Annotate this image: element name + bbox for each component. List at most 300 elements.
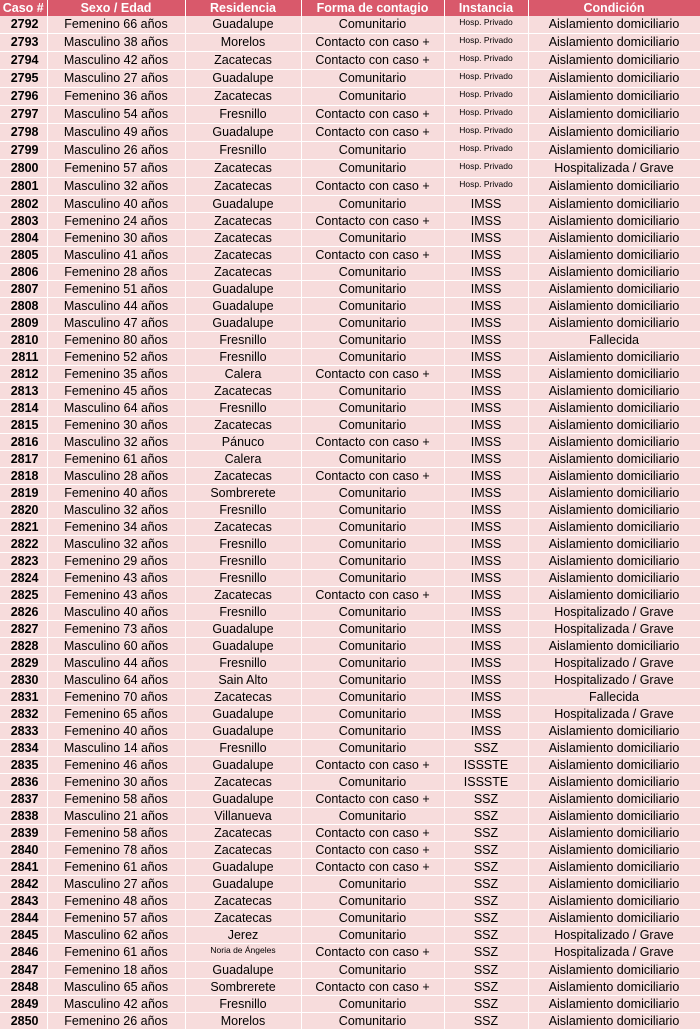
sex-age-cell: Masculino 60 años (47, 638, 185, 655)
case-number-cell: 2840 (0, 842, 47, 859)
contagion-form-cell: Contacto con caso + (301, 247, 444, 264)
sex-age-cell: Masculino 64 años (47, 672, 185, 689)
table-row (0, 536, 700, 553)
condition-cell: Hospitalizada / Grave (528, 621, 700, 638)
instance-cell: SSZ (444, 842, 528, 859)
condition-cell: Aislamiento domiciliario (528, 106, 700, 124)
table-row (0, 842, 700, 859)
case-number-cell: 2828 (0, 638, 47, 655)
sex-age-cell: Femenino 45 años (47, 383, 185, 400)
contagion-form-cell: Comunitario (301, 723, 444, 740)
table-row (0, 383, 700, 400)
table-row (0, 16, 700, 34)
condition-cell: Aislamiento domiciliario (528, 434, 700, 451)
instance-cell: IMSS (444, 247, 528, 264)
table-row (0, 655, 700, 672)
residence-cell: Calera (185, 451, 301, 468)
contagion-form-cell: Comunitario (301, 451, 444, 468)
contagion-form-cell: Comunitario (301, 160, 444, 178)
residence-cell: Zacatecas (185, 264, 301, 281)
instance-cell: IMSS (444, 298, 528, 315)
contagion-form-cell: Contacto con caso + (301, 178, 444, 196)
sex-age-cell: Masculino 32 años (47, 434, 185, 451)
sex-age-cell: Masculino 41 años (47, 247, 185, 264)
case-number-cell: 2827 (0, 621, 47, 638)
sex-age-cell: Femenino 51 años (47, 281, 185, 298)
condition-cell: Aislamiento domiciliario (528, 315, 700, 332)
instance-cell: IMSS (444, 638, 528, 655)
residence-cell: Guadalupe (185, 621, 301, 638)
sex-age-cell: Femenino 24 años (47, 213, 185, 230)
case-number-cell: 2808 (0, 298, 47, 315)
residence-cell: Fresnillo (185, 536, 301, 553)
instance-cell: IMSS (444, 332, 528, 349)
case-number-cell: 2835 (0, 757, 47, 774)
sex-age-cell: Masculino 44 años (47, 655, 185, 672)
instance-cell: IMSS (444, 196, 528, 213)
header-condition: Condición (528, 0, 700, 16)
residence-cell: Sombrerete (185, 485, 301, 502)
contagion-form-cell: Comunitario (301, 621, 444, 638)
header-instance: Instancia (444, 0, 528, 16)
case-number-cell: 2812 (0, 366, 47, 383)
residence-cell: Zacatecas (185, 383, 301, 400)
sex-age-cell: Femenino 61 años (47, 451, 185, 468)
contagion-form-cell: Comunitario (301, 927, 444, 944)
condition-cell: Aislamiento domiciliario (528, 213, 700, 230)
condition-cell: Aislamiento domiciliario (528, 910, 700, 927)
instance-cell: Hosp. Privado (444, 34, 528, 52)
contagion-form-cell: Contacto con caso + (301, 213, 444, 230)
condition-cell: Aislamiento domiciliario (528, 638, 700, 655)
table-row (0, 34, 700, 52)
case-number-cell: 2795 (0, 70, 47, 88)
header-sex-age: Sexo / Edad (47, 0, 185, 16)
case-number-cell: 2850 (0, 1013, 47, 1030)
condition-cell: Aislamiento domiciliario (528, 400, 700, 417)
contagion-form-cell: Contacto con caso + (301, 434, 444, 451)
sex-age-cell: Masculino 26 años (47, 142, 185, 160)
residence-cell: Villanueva (185, 808, 301, 825)
case-number-cell: 2794 (0, 52, 47, 70)
condition-cell: Hospitalizado / Grave (528, 672, 700, 689)
condition-cell: Fallecida (528, 332, 700, 349)
condition-cell: Aislamiento domiciliario (528, 451, 700, 468)
residence-cell: Guadalupe (185, 791, 301, 808)
residence-cell: Zacatecas (185, 587, 301, 604)
case-number-cell: 2792 (0, 16, 47, 34)
condition-cell: Aislamiento domiciliario (528, 570, 700, 587)
table-row (0, 672, 700, 689)
residence-cell: Guadalupe (185, 298, 301, 315)
residence-cell: Zacatecas (185, 160, 301, 178)
sex-age-cell: Masculino 54 años (47, 106, 185, 124)
condition-cell: Hospitalizado / Grave (528, 604, 700, 621)
contagion-form-cell: Comunitario (301, 740, 444, 757)
table-row (0, 893, 700, 910)
residence-cell: Fresnillo (185, 106, 301, 124)
contagion-form-cell: Comunitario (301, 689, 444, 706)
condition-cell: Aislamiento domiciliario (528, 979, 700, 996)
sex-age-cell: Femenino 36 años (47, 88, 185, 106)
sex-age-cell: Femenino 78 años (47, 842, 185, 859)
residence-cell: Guadalupe (185, 124, 301, 142)
table-row (0, 366, 700, 383)
table-row (0, 142, 700, 160)
case-number-cell: 2816 (0, 434, 47, 451)
sex-age-cell: Masculino 40 años (47, 196, 185, 213)
table-row (0, 689, 700, 706)
contagion-form-cell: Contacto con caso + (301, 34, 444, 52)
sex-age-cell: Femenino 34 años (47, 519, 185, 536)
header-contagion: Forma de contagio (301, 0, 444, 16)
case-number-cell: 2849 (0, 996, 47, 1013)
instance-cell: SSZ (444, 910, 528, 927)
case-number-cell: 2817 (0, 451, 47, 468)
case-number-cell: 2803 (0, 213, 47, 230)
case-number-cell: 2809 (0, 315, 47, 332)
instance-cell: IMSS (444, 213, 528, 230)
table-row (0, 434, 700, 451)
residence-cell: Zacatecas (185, 825, 301, 842)
instance-cell: Hosp. Privado (444, 70, 528, 88)
instance-cell: SSZ (444, 962, 528, 979)
case-number-cell: 2845 (0, 927, 47, 944)
condition-cell: Aislamiento domiciliario (528, 723, 700, 740)
sex-age-cell: Masculino 32 años (47, 536, 185, 553)
contagion-form-cell: Contacto con caso + (301, 52, 444, 70)
condition-cell: Aislamiento domiciliario (528, 825, 700, 842)
table-row (0, 825, 700, 842)
contagion-form-cell: Comunitario (301, 349, 444, 366)
instance-cell: IMSS (444, 519, 528, 536)
residence-cell: Guadalupe (185, 706, 301, 723)
residence-cell: Sain Alto (185, 672, 301, 689)
sex-age-cell: Femenino 28 años (47, 264, 185, 281)
table-row (0, 451, 700, 468)
table-row (0, 264, 700, 281)
case-number-cell: 2819 (0, 485, 47, 502)
condition-cell: Hospitalizada / Grave (528, 944, 700, 962)
table-row (0, 808, 700, 825)
condition-cell: Aislamiento domiciliario (528, 34, 700, 52)
residence-cell: Fresnillo (185, 553, 301, 570)
table-row (0, 944, 700, 962)
contagion-form-cell: Comunitario (301, 502, 444, 519)
table-row (0, 791, 700, 808)
contagion-form-cell: Contacto con caso + (301, 842, 444, 859)
condition-cell: Aislamiento domiciliario (528, 52, 700, 70)
instance-cell: SSZ (444, 979, 528, 996)
table-row (0, 638, 700, 655)
case-number-cell: 2797 (0, 106, 47, 124)
condition-cell: Aislamiento domiciliario (528, 536, 700, 553)
condition-cell: Aislamiento domiciliario (528, 962, 700, 979)
case-number-cell: 2815 (0, 417, 47, 434)
residence-cell: Jerez (185, 927, 301, 944)
contagion-form-cell: Comunitario (301, 808, 444, 825)
sex-age-cell: Masculino 42 años (47, 996, 185, 1013)
table-row (0, 52, 700, 70)
residence-cell: Sombrerete (185, 979, 301, 996)
instance-cell: IMSS (444, 536, 528, 553)
contagion-form-cell: Comunitario (301, 485, 444, 502)
condition-cell: Aislamiento domiciliario (528, 16, 700, 34)
sex-age-cell: Femenino 30 años (47, 417, 185, 434)
residence-cell: Fresnillo (185, 332, 301, 349)
residence-cell: Zacatecas (185, 774, 301, 791)
condition-cell: Aislamiento domiciliario (528, 502, 700, 519)
table-row (0, 723, 700, 740)
contagion-form-cell: Comunitario (301, 332, 444, 349)
contagion-form-cell: Comunitario (301, 910, 444, 927)
contagion-form-cell: Comunitario (301, 417, 444, 434)
table-row (0, 485, 700, 502)
contagion-form-cell: Comunitario (301, 400, 444, 417)
sex-age-cell: Masculino 65 años (47, 979, 185, 996)
case-number-cell: 2825 (0, 587, 47, 604)
contagion-form-cell: Contacto con caso + (301, 468, 444, 485)
residence-cell: Guadalupe (185, 859, 301, 876)
contagion-form-cell: Contacto con caso + (301, 791, 444, 808)
table-row (0, 740, 700, 757)
condition-cell: Aislamiento domiciliario (528, 124, 700, 142)
residence-cell: Zacatecas (185, 230, 301, 247)
instance-cell: Hosp. Privado (444, 160, 528, 178)
case-number-cell: 2801 (0, 178, 47, 196)
case-number-cell: 2838 (0, 808, 47, 825)
instance-cell: SSZ (444, 893, 528, 910)
condition-cell: Aislamiento domiciliario (528, 774, 700, 791)
contagion-form-cell: Contacto con caso + (301, 106, 444, 124)
contagion-form-cell: Comunitario (301, 893, 444, 910)
instance-cell: Hosp. Privado (444, 106, 528, 124)
instance-cell: IMSS (444, 383, 528, 400)
condition-cell: Aislamiento domiciliario (528, 587, 700, 604)
instance-cell: SSZ (444, 740, 528, 757)
residence-cell: Guadalupe (185, 638, 301, 655)
condition-cell: Aislamiento domiciliario (528, 876, 700, 893)
residence-cell: Fresnillo (185, 142, 301, 160)
instance-cell: SSZ (444, 808, 528, 825)
table-row (0, 553, 700, 570)
case-number-cell: 2841 (0, 859, 47, 876)
case-number-cell: 2837 (0, 791, 47, 808)
condition-cell: Aislamiento domiciliario (528, 1013, 700, 1030)
case-number-cell: 2800 (0, 160, 47, 178)
case-number-cell: 2804 (0, 230, 47, 247)
instance-cell: IMSS (444, 587, 528, 604)
sex-age-cell: Femenino 70 años (47, 689, 185, 706)
residence-cell: Zacatecas (185, 417, 301, 434)
sex-age-cell: Femenino 43 años (47, 587, 185, 604)
condition-cell: Aislamiento domiciliario (528, 281, 700, 298)
table-row (0, 400, 700, 417)
case-number-cell: 2843 (0, 893, 47, 910)
contagion-form-cell: Comunitario (301, 876, 444, 893)
contagion-form-cell: Comunitario (301, 553, 444, 570)
contagion-form-cell: Contacto con caso + (301, 587, 444, 604)
table-row (0, 604, 700, 621)
case-number-cell: 2848 (0, 979, 47, 996)
table-row (0, 178, 700, 196)
instance-cell: IMSS (444, 451, 528, 468)
table-row (0, 124, 700, 142)
sex-age-cell: Femenino 65 años (47, 706, 185, 723)
residence-cell: Guadalupe (185, 315, 301, 332)
sex-age-cell: Masculino 42 años (47, 52, 185, 70)
sex-age-cell: Masculino 38 años (47, 34, 185, 52)
case-number-cell: 2796 (0, 88, 47, 106)
contagion-form-cell: Comunitario (301, 774, 444, 791)
sex-age-cell: Femenino 46 años (47, 757, 185, 774)
instance-cell: IMSS (444, 264, 528, 281)
residence-cell: Guadalupe (185, 723, 301, 740)
instance-cell: SSZ (444, 791, 528, 808)
instance-cell: SSZ (444, 876, 528, 893)
contagion-form-cell: Comunitario (301, 230, 444, 247)
residence-cell: Morelos (185, 1013, 301, 1030)
residence-cell: Morelos (185, 34, 301, 52)
case-number-cell: 2810 (0, 332, 47, 349)
table-row (0, 213, 700, 230)
residence-cell: Fresnillo (185, 502, 301, 519)
case-number-cell: 2830 (0, 672, 47, 689)
sex-age-cell: Femenino 29 años (47, 553, 185, 570)
sex-age-cell: Masculino 14 años (47, 740, 185, 757)
contagion-form-cell: Comunitario (301, 604, 444, 621)
residence-cell: Guadalupe (185, 962, 301, 979)
contagion-form-cell: Comunitario (301, 142, 444, 160)
table-row (0, 88, 700, 106)
case-number-cell: 2806 (0, 264, 47, 281)
contagion-form-cell: Contacto con caso + (301, 757, 444, 774)
table-row (0, 519, 700, 536)
case-number-cell: 2818 (0, 468, 47, 485)
contagion-form-cell: Comunitario (301, 706, 444, 723)
instance-cell: IMSS (444, 468, 528, 485)
residence-cell: Guadalupe (185, 876, 301, 893)
sex-age-cell: Masculino 44 años (47, 298, 185, 315)
contagion-form-cell: Comunitario (301, 298, 444, 315)
table-row (0, 417, 700, 434)
case-number-cell: 2836 (0, 774, 47, 791)
table-row (0, 349, 700, 366)
table-row (0, 910, 700, 927)
table-row (0, 281, 700, 298)
case-number-cell: 2824 (0, 570, 47, 587)
condition-cell: Aislamiento domiciliario (528, 757, 700, 774)
contagion-form-cell: Contacto con caso + (301, 979, 444, 996)
residence-cell: Fresnillo (185, 996, 301, 1013)
residence-cell: Guadalupe (185, 16, 301, 34)
condition-cell: Hospitalizado / Grave (528, 927, 700, 944)
residence-cell: Zacatecas (185, 52, 301, 70)
residence-cell: Guadalupe (185, 757, 301, 774)
sex-age-cell: Femenino 57 años (47, 910, 185, 927)
condition-cell: Aislamiento domiciliario (528, 298, 700, 315)
case-number-cell: 2847 (0, 962, 47, 979)
residence-cell: Zacatecas (185, 689, 301, 706)
instance-cell: SSZ (444, 944, 528, 962)
condition-cell: Aislamiento domiciliario (528, 196, 700, 213)
contagion-form-cell: Comunitario (301, 315, 444, 332)
table-row (0, 160, 700, 178)
sex-age-cell: Femenino 57 años (47, 160, 185, 178)
contagion-form-cell: Contacto con caso + (301, 124, 444, 142)
residence-cell: Fresnillo (185, 740, 301, 757)
contagion-form-cell: Comunitario (301, 264, 444, 281)
header-residence: Residencia (185, 0, 301, 16)
case-number-cell: 2826 (0, 604, 47, 621)
residence-cell: Zacatecas (185, 893, 301, 910)
case-number-cell: 2811 (0, 349, 47, 366)
residence-cell: Calera (185, 366, 301, 383)
contagion-form-cell: Comunitario (301, 16, 444, 34)
contagion-form-cell: Comunitario (301, 638, 444, 655)
case-number-cell: 2793 (0, 34, 47, 52)
residence-cell: Guadalupe (185, 281, 301, 298)
table-row (0, 876, 700, 893)
case-number-cell: 2822 (0, 536, 47, 553)
instance-cell: Hosp. Privado (444, 52, 528, 70)
sex-age-cell: Femenino 52 años (47, 349, 185, 366)
sex-age-cell: Masculino 32 años (47, 178, 185, 196)
case-number-cell: 2834 (0, 740, 47, 757)
sex-age-cell: Femenino 80 años (47, 332, 185, 349)
instance-cell: IMSS (444, 485, 528, 502)
contagion-form-cell: Contacto con caso + (301, 825, 444, 842)
table-row (0, 247, 700, 264)
residence-cell: Zacatecas (185, 519, 301, 536)
instance-cell: Hosp. Privado (444, 142, 528, 160)
condition-cell: Aislamiento domiciliario (528, 553, 700, 570)
condition-cell: Aislamiento domiciliario (528, 70, 700, 88)
instance-cell: IMSS (444, 366, 528, 383)
case-number-cell: 2831 (0, 689, 47, 706)
condition-cell: Hospitalizado / Grave (528, 655, 700, 672)
condition-cell: Aislamiento domiciliario (528, 366, 700, 383)
case-number-cell: 2846 (0, 944, 47, 962)
residence-cell: Zacatecas (185, 178, 301, 196)
condition-cell: Aislamiento domiciliario (528, 230, 700, 247)
sex-age-cell: Masculino 49 años (47, 124, 185, 142)
instance-cell: IMSS (444, 502, 528, 519)
condition-cell: Fallecida (528, 689, 700, 706)
table-row (0, 859, 700, 876)
instance-cell: IMSS (444, 417, 528, 434)
instance-cell: IMSS (444, 281, 528, 298)
residence-cell: Noria de Ángeles (185, 944, 301, 962)
contagion-form-cell: Comunitario (301, 672, 444, 689)
instance-cell: ISSSTE (444, 774, 528, 791)
sex-age-cell: Femenino 35 años (47, 366, 185, 383)
table-row (0, 70, 700, 88)
case-number-cell: 2842 (0, 876, 47, 893)
instance-cell: Hosp. Privado (444, 16, 528, 34)
table-row (0, 1013, 700, 1030)
case-number-cell: 2821 (0, 519, 47, 536)
sex-age-cell: Femenino 40 años (47, 723, 185, 740)
condition-cell: Aislamiento domiciliario (528, 349, 700, 366)
condition-cell: Aislamiento domiciliario (528, 893, 700, 910)
case-number-cell: 2829 (0, 655, 47, 672)
contagion-form-cell: Contacto con caso + (301, 944, 444, 962)
residence-cell: Zacatecas (185, 213, 301, 230)
condition-cell: Aislamiento domiciliario (528, 842, 700, 859)
header-case: Caso # (0, 0, 47, 16)
residence-cell: Zacatecas (185, 910, 301, 927)
